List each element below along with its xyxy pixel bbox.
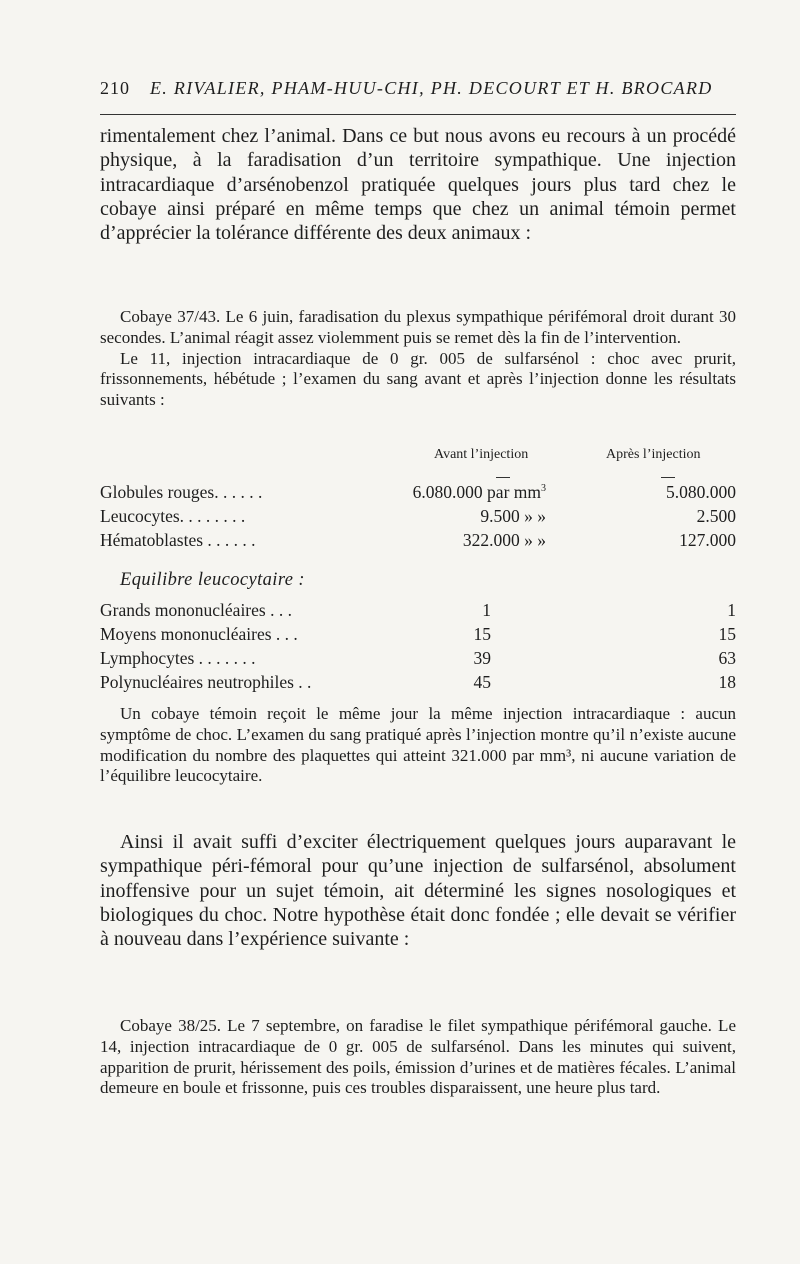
- row-label: Polynucléaires neutrophiles . .: [100, 672, 312, 692]
- experiment2-paragraph: Cobaye 38/25. Le 7 septembre, on faradise le filet sympathique périfémoral gauche. Le 14, injection intracardiaque de 0 gr. 005 de sulfarsénol. Dans les minutes qui suivent, apparition de prurit, hérissement des poils, émission d’urines et de matières fécales. L’animal demeure en boule et frissonne, puis ces troubles disparaissent, une heure plus tard.: [100, 1016, 736, 1098]
- subheading-equilibre: Equilibre leucocytaire :: [120, 570, 305, 590]
- row-label: Leucocytes. . . . . . . .: [100, 506, 246, 526]
- page-number: 210: [100, 78, 130, 98]
- header-rule: [100, 114, 736, 115]
- table-row: [100, 648, 736, 672]
- row-value-before: 9.500 » »: [480, 506, 546, 526]
- row-label: Globules rouges. . . . . .: [100, 482, 263, 502]
- column-dash-after: [661, 477, 675, 478]
- row-value-before: 1: [482, 600, 491, 620]
- row-value-before: 6.080.000 par $mm^3$: [412, 482, 546, 502]
- row-label: Grands mononucléaires . . .: [100, 600, 292, 620]
- running-title: E. RIVALIER, PHAM-HUU-CHI, PH. DECOURT ET H. BROCARD: [150, 78, 713, 98]
- table-row: [100, 482, 736, 506]
- row-value-before: 15: [473, 624, 491, 644]
- column-header-before: Avant l’injection: [434, 447, 529, 462]
- row-value-after: 18: [718, 672, 736, 692]
- row-value-before: 39: [473, 648, 491, 668]
- row-value-after: 15: [718, 624, 736, 644]
- control-paragraph: Un cobaye témoin reçoit le même jour la même injection intracardiaque : aucun symptôme de choc. L’examen du sang pratiqué après l’injection montre qu’il n’existe aucune modification du nombre des plaquettes qui atteint 321.000 par mm³, ni aucune variation de l’équilibre leucocytaire.: [100, 704, 736, 786]
- experiment1-para1: Cobaye 37/43. Le 6 juin, faradisation du plexus sympathique périfémoral droit durant 30 secondes. L’animal réagit assez violemment puis se remet dès la fin de l’intervention.: [100, 307, 736, 347]
- row-value-before: 45: [473, 672, 491, 692]
- table-row: [100, 530, 736, 554]
- column-header-after: Après l’injection: [606, 447, 701, 462]
- experiment1-para2: Le 11, injection intracardiaque de 0 gr. 005 de sulfarsénol : choc avec prurit, frissonnements, hébétude ; l’examen du sang avant et après l’injection donne les résultats suivants :: [100, 348, 736, 410]
- column-dash-before: [496, 477, 510, 478]
- intro-paragraph: rimentalement chez l’animal. Dans ce but nous avons eu recours à un procédé physique, à la faradisation d’un territoire sympathique. Une injection intracardiaque d’arsénobenzol pratiquée quelques jours plus tard chez le cobaye ainsi préparé en même temps que chez un animal témoin permet d’apprécier la tolérance différente des deux animaux :: [100, 125, 736, 245]
- row-label: Lymphocytes . . . . . . .: [100, 648, 256, 668]
- table-row: [100, 672, 736, 696]
- table-row: [100, 600, 736, 624]
- row-value-after: 127.000: [679, 530, 736, 550]
- row-value-after: 5.080.000: [666, 482, 736, 502]
- row-value-before: 322.000 » »: [462, 530, 546, 550]
- row-value-after: 1: [727, 600, 736, 620]
- table-row: [100, 624, 736, 648]
- experiment1-text: [100, 307, 736, 411]
- table-row: [100, 506, 736, 530]
- row-value-after: 2.500: [696, 506, 736, 526]
- row-label: Moyens mononucléaires . . .: [100, 624, 298, 644]
- row-value-after: 63: [718, 648, 736, 668]
- row-label: Hématoblastes . . . . . .: [100, 530, 256, 550]
- running-header: [100, 78, 736, 99]
- conclusion-paragraph: Ainsi il avait suffi d’exciter électriquement quelques jours auparavant le sympathique péri-fémoral pour qu’une injection de sulfarsénol, absolument inoffensive pour un sujet témoin, ait déterminé les signes nosologiques et biologiques du choc. Notre hypothèse était donc fondée ; elle devait se vérifier à nouveau dans l’expérience suivante :: [100, 831, 736, 951]
